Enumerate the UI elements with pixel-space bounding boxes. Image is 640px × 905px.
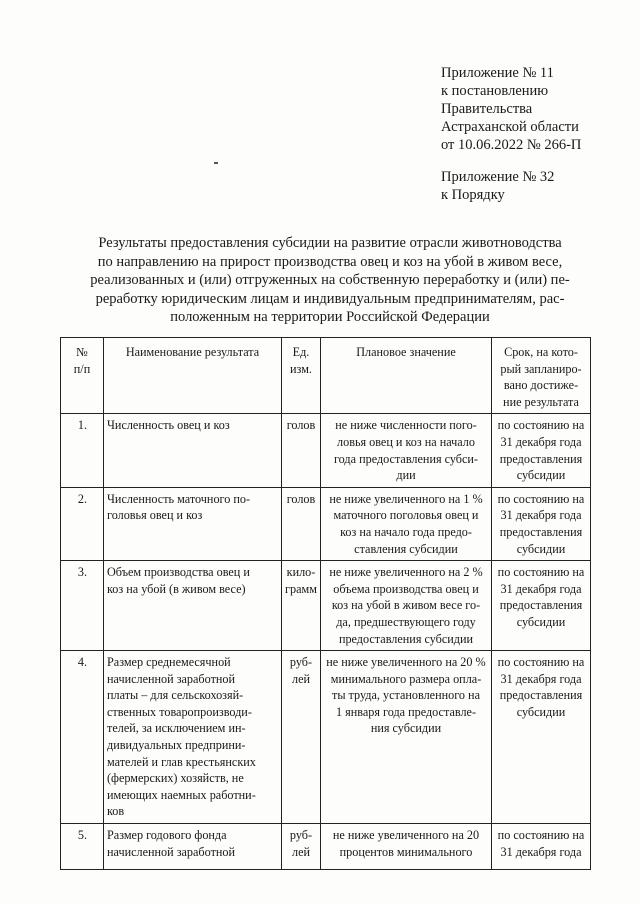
document-title xyxy=(60,234,600,327)
table-row xyxy=(61,414,591,487)
header-plan: Плановое значение xyxy=(321,338,492,414)
header-name: Наименование результата xyxy=(104,338,282,414)
row-name: Размер годового фонда начисленной заработной xyxy=(104,824,282,870)
row-plan: не ниже увеличенного на 1 % маточного поголовья овец и коз на начало года предо- ставления субсидии xyxy=(321,487,492,560)
annex-header xyxy=(441,64,631,204)
row-term: по состоянию на 31 декабря года предоставления субсидии xyxy=(492,414,591,487)
scan-speck xyxy=(214,162,218,164)
table-row xyxy=(61,651,591,824)
header-num: № п/п xyxy=(61,338,104,414)
row-num: 2. xyxy=(61,487,104,560)
row-unit: руб- лей xyxy=(282,824,321,870)
title-line: реализованных и (или) отгруженных на собственную переработку и (или) пе- xyxy=(90,272,570,288)
row-term: по состоянию на 31 декабря года предоставления субсидии xyxy=(492,561,591,651)
annex-line: Астраханской области xyxy=(441,119,579,135)
annex-line: от 10.06.2022 № 266-П xyxy=(441,137,582,153)
annex-line: к постановлению xyxy=(441,83,549,99)
row-num: 3. xyxy=(61,561,104,651)
row-unit: кило- грамм xyxy=(282,561,321,651)
title-line: реработку юридическим лицам и индивидуальным предпринимателям, рас- xyxy=(95,290,565,307)
row-num: 4. xyxy=(61,651,104,824)
results-table xyxy=(60,337,591,870)
row-plan: не ниже увеличенного на 20 процентов минимального xyxy=(321,824,492,870)
table-row xyxy=(61,487,591,560)
table-row xyxy=(61,561,591,651)
row-num: 1. xyxy=(61,414,104,487)
title-line: Результаты предоставления субсидии на развитие отрасли животноводства xyxy=(98,235,562,251)
row-name: Объем производства овец и коз на убой (в живом весе) xyxy=(104,561,282,651)
header-unit: Ед. изм. xyxy=(282,338,321,414)
row-name: Численность овец и коз xyxy=(104,414,282,487)
row-plan: не ниже увеличенного на 2 % объема производства овец и коз на убой в живом весе го- да, предшествующего году предоставления субсидии xyxy=(321,561,492,651)
row-unit: голов xyxy=(282,414,321,487)
title-line: положенным на территории Российской Федерации xyxy=(170,309,490,325)
table-header-row xyxy=(61,338,591,414)
row-term: по состоянию на 31 декабря года предоставления субсидии xyxy=(492,651,591,824)
row-unit: голов xyxy=(282,487,321,560)
row-term: по состоянию на 31 декабря года xyxy=(492,824,591,870)
row-name: Численность маточного по- головья овец и коз xyxy=(104,487,282,560)
header-term: Срок, на кото- рый запланиро- вано достиже- ние результата xyxy=(492,338,591,414)
row-term: по состоянию на 31 декабря года предоставления субсидии xyxy=(492,487,591,560)
table-row xyxy=(61,824,591,870)
sub-annex-line: Приложение № 32 xyxy=(441,169,555,185)
sub-annex-line: к Порядку xyxy=(441,187,505,203)
row-plan: не ниже численности пого- ловья овец и коз на начало года предоставления субси- дии xyxy=(321,414,492,487)
row-plan: не ниже увеличенного на 20 % минимального размера опла- ты труда, установленного на 1 января года предоставле- ния субсидии xyxy=(321,651,492,824)
row-name: Размер среднемесячной начисленной заработной платы – для сельскохозяй- ственных товаропроизводи- телей, за исключением ин- дивидуальных предприни- мателей и глав крестьянских (фермерских) хозяйств, не имеющих наемных работни- ков xyxy=(104,651,282,824)
title-line: по направлению на прирост производства овец и коз на убой в живом весе, xyxy=(97,253,563,270)
annex-line: Правительства xyxy=(441,101,533,117)
annex-line: Приложение № 11 xyxy=(441,65,554,81)
row-unit: руб- лей xyxy=(282,651,321,824)
row-num: 5. xyxy=(61,824,104,870)
